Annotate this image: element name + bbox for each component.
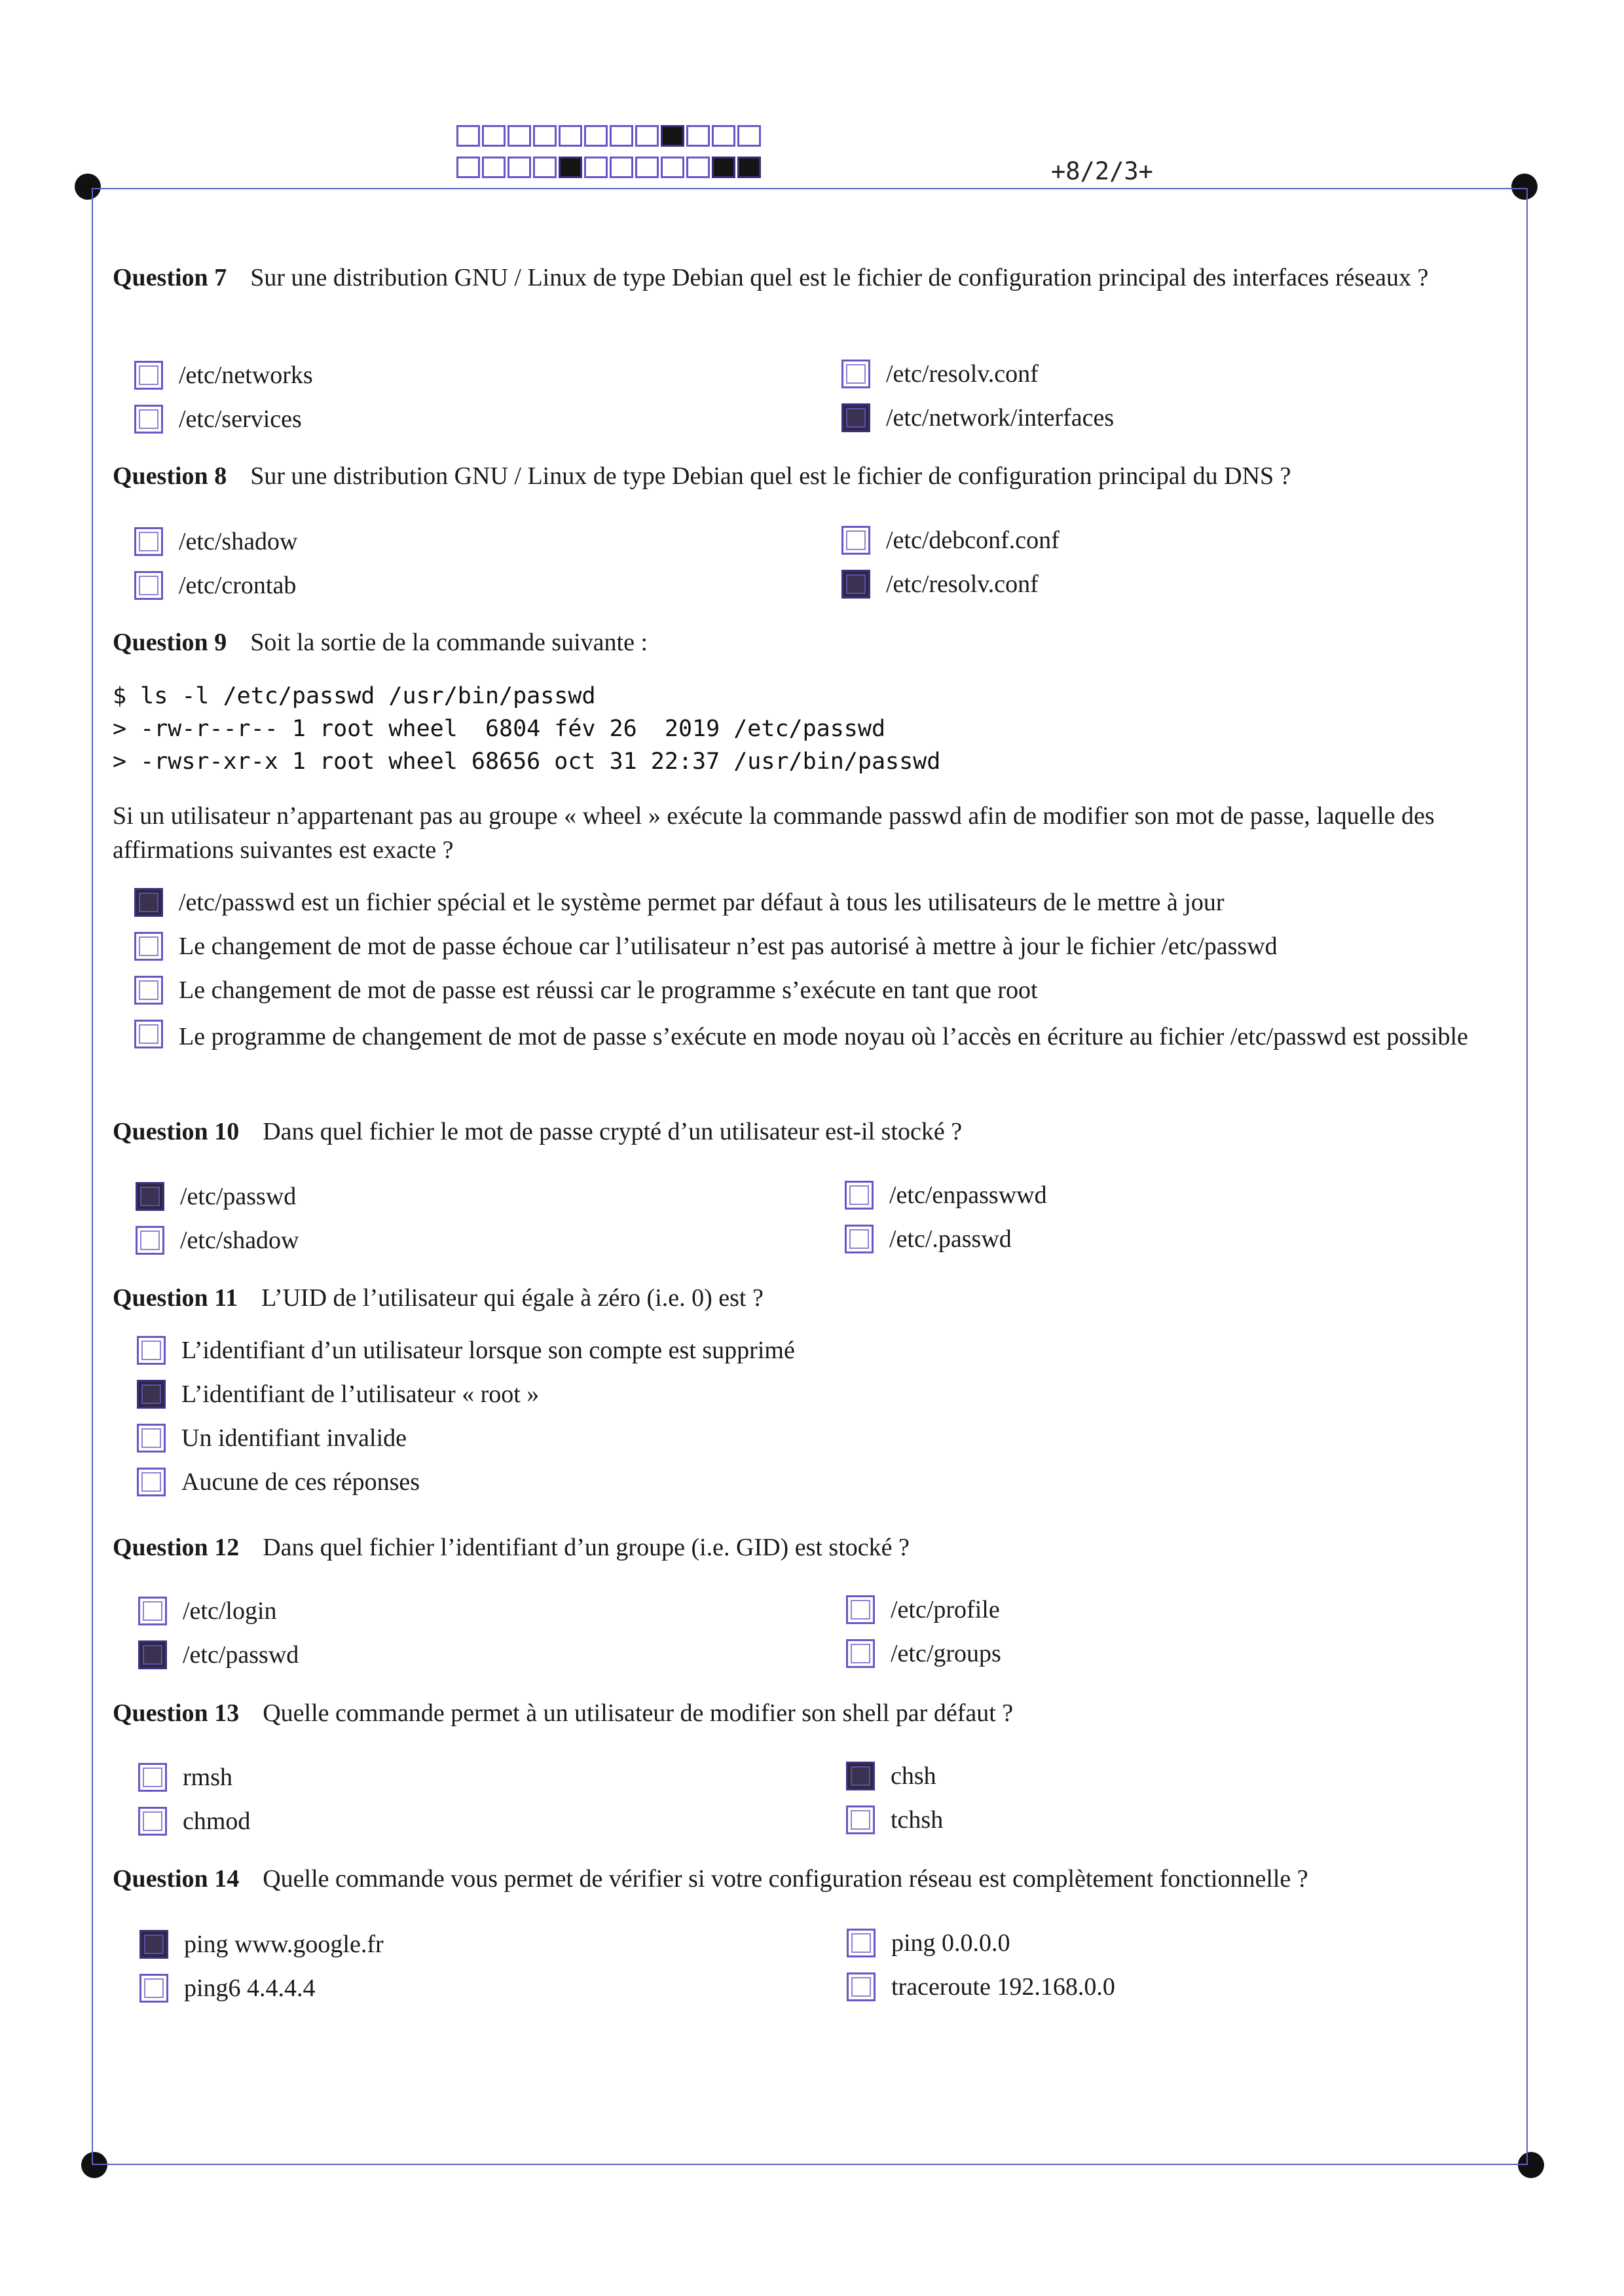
checkbox[interactable]: [134, 361, 163, 390]
checkbox-checked[interactable]: [841, 403, 870, 432]
checkbox[interactable]: [137, 1336, 166, 1365]
option-label: ping6 4.4.4.4: [184, 1974, 316, 2002]
code-cell: [533, 125, 557, 147]
option[interactable]: [845, 1181, 1047, 1210]
option-label: /etc/network/interfaces: [886, 404, 1115, 432]
checkbox[interactable]: [138, 1597, 167, 1625]
code-cell: [584, 157, 608, 178]
option-label: /etc/profile: [891, 1596, 1000, 1623]
option-label: chsh: [891, 1762, 936, 1790]
option[interactable]: [138, 1807, 250, 1836]
question-text: Soit la sortie de la commande suivante :: [250, 629, 648, 656]
question-prompt: Si un utilisateur n’appartenant pas au groupe « wheel » exécute la commande passwd afin de modifier son mot de passe, laquelle des affirmations suivantes est exacte ?: [113, 802, 1435, 864]
option-label: /etc/networks: [179, 361, 313, 389]
checkbox[interactable]: [846, 1639, 875, 1668]
checkbox[interactable]: [847, 1972, 876, 2001]
question-8: [113, 459, 1501, 493]
option[interactable]: [139, 1930, 384, 1959]
option-label: /etc/enpasswwd: [889, 1181, 1047, 1209]
option[interactable]: [137, 1336, 795, 1365]
sheet-code-row-1: [456, 125, 763, 147]
option[interactable]: [845, 1225, 1012, 1253]
code-cell: [635, 125, 659, 147]
option-label: ping www.google.fr: [184, 1931, 384, 1958]
question-12: [113, 1530, 1501, 1565]
option[interactable]: [134, 1020, 1513, 1054]
checkbox-checked[interactable]: [134, 888, 163, 917]
question-13: [113, 1696, 1501, 1730]
option-label: /etc/resolv.conf: [886, 360, 1039, 388]
checkbox[interactable]: [846, 1805, 875, 1834]
checkbox[interactable]: [134, 932, 163, 961]
checkbox[interactable]: [845, 1225, 874, 1253]
option-label: Le changement de mot de passe est réussi car le programme s’exécute en tant que root: [179, 976, 1038, 1004]
code-cell: [661, 125, 684, 147]
code-cell: [661, 157, 684, 178]
checkbox-checked[interactable]: [846, 1762, 875, 1790]
checkbox[interactable]: [138, 1807, 167, 1836]
checkbox[interactable]: [134, 976, 163, 1005]
option[interactable]: [846, 1639, 1001, 1668]
checkbox[interactable]: [847, 1929, 876, 1957]
option[interactable]: [134, 361, 313, 390]
checkbox-checked[interactable]: [139, 1930, 168, 1959]
checkbox[interactable]: [845, 1181, 874, 1210]
option[interactable]: [136, 1182, 296, 1211]
option-label: L’identifiant de l’utilisateur « root »: [181, 1380, 540, 1408]
code-cell: [482, 157, 506, 178]
option-label: /etc/shadow: [180, 1227, 299, 1254]
code-cell: [610, 125, 633, 147]
checkbox[interactable]: [846, 1595, 875, 1624]
command-output: $ ls -l /etc/passwd /usr/bin/passwd > -rw-r--r-- 1 root wheel 6804 fév 26 2019 /etc/passwd > -rwsr-xr-x 1 root wheel 68656 oct 31 22:37 /usr/bin/passwd: [113, 683, 941, 775]
option-label: Un identifiant invalide: [181, 1424, 407, 1452]
question-number: Question 12: [113, 1534, 240, 1561]
option-label: /etc/groups: [891, 1640, 1001, 1667]
code-cell: [610, 157, 633, 178]
checkbox-checked[interactable]: [138, 1640, 167, 1669]
code-cell: [635, 157, 659, 178]
checkbox-checked[interactable]: [841, 570, 870, 599]
option-label: /etc/services: [179, 405, 302, 433]
option[interactable]: [134, 976, 1509, 1005]
option[interactable]: [137, 1468, 420, 1496]
code-cell: [712, 125, 735, 147]
question-number: Question 9: [113, 629, 227, 656]
option[interactable]: [134, 888, 1509, 917]
code-cell: [737, 157, 761, 178]
code-cell: [712, 157, 735, 178]
option[interactable]: [134, 571, 296, 600]
code-cell: [559, 157, 582, 178]
checkbox-checked[interactable]: [136, 1182, 164, 1211]
question-text: Dans quel fichier le mot de passe crypté d’un utilisateur est-il stocké ?: [263, 1118, 963, 1145]
checkbox[interactable]: [841, 526, 870, 555]
question-9: [113, 625, 1501, 659]
question-number: Question 13: [113, 1699, 240, 1727]
option[interactable]: [138, 1763, 232, 1792]
checkbox[interactable]: [139, 1974, 168, 2003]
sheet-id: +8/2/3+: [1051, 157, 1153, 185]
question-7: [113, 261, 1501, 295]
option-label: /etc/crontab: [179, 572, 297, 599]
option[interactable]: [134, 527, 298, 556]
option[interactable]: [846, 1595, 1000, 1624]
checkbox[interactable]: [138, 1763, 167, 1792]
code-cell: [559, 125, 582, 147]
code-cell: [482, 125, 506, 147]
option[interactable]: [137, 1380, 539, 1409]
question-11: [113, 1281, 1501, 1315]
code-cell: [737, 125, 761, 147]
question-number: Question 14: [113, 1865, 240, 1893]
option-label: /etc/resolv.conf: [886, 570, 1039, 598]
option[interactable]: [137, 1424, 407, 1453]
code-cell: [507, 157, 531, 178]
option-label: chmod: [183, 1807, 251, 1835]
option-label: rmsh: [183, 1764, 232, 1791]
code-cell: [686, 125, 710, 147]
checkbox-checked[interactable]: [137, 1380, 166, 1409]
checkbox[interactable]: [137, 1468, 166, 1496]
code-cell: [584, 125, 608, 147]
checkbox[interactable]: [134, 405, 163, 434]
option[interactable]: [846, 1762, 936, 1790]
option-label: /etc/.passwd: [889, 1225, 1012, 1253]
code-cell: [533, 157, 557, 178]
option-label: /etc/passwd: [180, 1183, 297, 1210]
option-label: Le programme de changement de mot de passe s’exécute en mode noyau où l’accès en écriture au fichier /etc/passwd est possible: [179, 1023, 1468, 1050]
option-label: ping 0.0.0.0: [891, 1929, 1010, 1957]
option[interactable]: [847, 1929, 1010, 1957]
option-label: Aucune de ces réponses: [181, 1468, 420, 1496]
option-label: /etc/shadow: [179, 528, 298, 555]
option[interactable]: [841, 360, 1039, 388]
checkbox[interactable]: [134, 571, 163, 600]
option-label: /etc/debconf.conf: [886, 527, 1060, 554]
option-label: traceroute 192.168.0.0: [891, 1973, 1115, 2001]
option[interactable]: [841, 526, 1060, 555]
code-cell: [456, 157, 480, 178]
question-14: [113, 1862, 1501, 1896]
question-text: L’UID de l’utilisateur qui égale à zéro (i.e. 0) est ?: [261, 1284, 764, 1312]
question-text: Quelle commande permet à un utilisateur de modifier son shell par défaut ?: [263, 1699, 1014, 1727]
question-10: [113, 1115, 1501, 1149]
option[interactable]: [136, 1226, 299, 1255]
option[interactable]: [134, 932, 1509, 961]
question-number: Question 8: [113, 462, 227, 490]
option[interactable]: [846, 1805, 943, 1834]
question-number: Question 10: [113, 1118, 240, 1145]
code-cell: [456, 125, 480, 147]
checkbox[interactable]: [134, 1020, 163, 1048]
question-number: Question 7: [113, 264, 227, 291]
option-label: /etc/login: [183, 1597, 277, 1625]
checkbox[interactable]: [841, 360, 870, 388]
code-cell: [507, 125, 531, 147]
question-text: Dans quel fichier l’identifiant d’un groupe (i.e. GID) est stocké ?: [263, 1534, 910, 1561]
option[interactable]: [847, 1972, 1115, 2001]
option[interactable]: [134, 405, 302, 434]
checkbox[interactable]: [134, 527, 163, 556]
option[interactable]: [841, 403, 1114, 432]
option[interactable]: [139, 1974, 316, 2003]
question-number: Question 11: [113, 1284, 238, 1312]
sheet-code-row-2: [456, 157, 763, 178]
option[interactable]: [138, 1640, 299, 1669]
option-label: /etc/passwd est un fichier spécial et le système permet par défaut à tous les utilisateurs de le mettre à jour: [179, 889, 1225, 916]
option-label: tchsh: [891, 1806, 944, 1834]
option-label: L’identifiant d’un utilisateur lorsque son compte est supprimé: [181, 1337, 795, 1364]
question-text: Sur une distribution GNU / Linux de type Debian quel est le fichier de configuration principal du DNS ?: [250, 462, 1291, 490]
option[interactable]: [841, 570, 1039, 599]
option-label: /etc/passwd: [183, 1641, 299, 1669]
question-text: Quelle commande vous permet de vérifier si votre configuration réseau est complètement fonctionnelle ?: [263, 1865, 1308, 1893]
option-label: Le changement de mot de passe échoue car l’utilisateur n’est pas autorisé à mettre à jour le fichier /etc/passwd: [179, 933, 1278, 960]
code-cell: [686, 157, 710, 178]
question-text: Sur une distribution GNU / Linux de type Debian quel est le fichier de configuration principal des interfaces réseaux ?: [250, 264, 1429, 291]
option[interactable]: [138, 1597, 277, 1625]
checkbox[interactable]: [136, 1226, 164, 1255]
checkbox[interactable]: [137, 1424, 166, 1453]
